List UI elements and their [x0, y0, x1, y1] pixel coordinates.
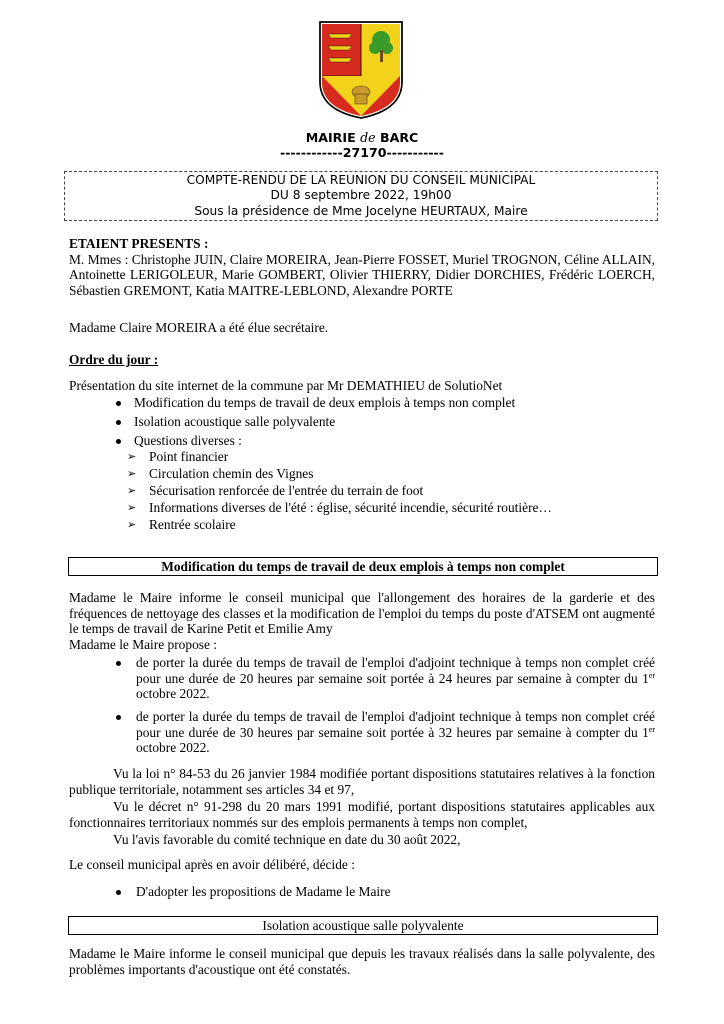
ordre-item-1: Modification du temps de travail de deux emplois à temps non complet — [134, 395, 516, 410]
list-item — [136, 709, 655, 763]
vu-decret: Vu le décret n° 91-298 du 20 mars 1991 modifié, portant dispositions statutaires applicables aux fonctionnaires territoriaux nommés sur des emplois permanents à temps non complet, — [69, 799, 655, 830]
proposal-2-sup: er — [648, 724, 655, 734]
ordre-items-list — [134, 395, 654, 452]
decide-line: Le conseil municipal après en avoir délibéré, décide : — [69, 857, 355, 872]
sub-item-3: Sécurisation renforcée de l'entrée du terrain de foot — [149, 483, 424, 498]
bullet-icon — [116, 890, 121, 895]
presents-list: M. Mmes : Christophe JUIN, Claire MOREIRA, Jean-Pierre FOSSET, Muriel TROGNON, Céline ALLAIN, Antoinette LERIGOLEUR, Marie GOMBERT, Olivier THIERRY, Didier DORCHIES, Frédéric LOERCH, Sébastien GREMONT, Katia MAITRE-LEBLOND, Alexandre PORTE — [69, 251, 655, 298]
bullet-icon — [116, 401, 121, 406]
mairie-name: BARC — [379, 130, 419, 145]
section1-propose: Madame le Maire propose : — [69, 637, 217, 652]
list-item — [127, 500, 649, 517]
proposal-2-end: octobre 2022. — [136, 740, 210, 756]
arrow-bullet-icon: ➢ — [127, 484, 137, 497]
sub-item-4: Informations diverses de l'été : église, sécurité incendie, sécurité routière… — [149, 500, 552, 515]
mairie-de: de — [360, 130, 376, 145]
vu-avis: Vu l'avis favorable du comité technique en date du 30 août 2022, — [113, 832, 461, 847]
ordre-item-2: Isolation acoustique salle polyvalente — [134, 414, 336, 429]
section1-para1: Madame le Maire informe le conseil municipal que l'allongement des horaires de la garderie et des fréquences de nettoyage des classes et la modification de l'emploi du temps du poste d'ATSEM ont augmenté le temps de travail de Karine Petit et Emilie Amy — [69, 590, 655, 637]
list-item — [127, 483, 649, 500]
secretaire-line: Madame Claire MOREIRA a été élue secrétaire. — [69, 320, 329, 335]
sub-item-2: Circulation chemin des Vignes — [149, 466, 314, 481]
questions-diverses-list — [127, 449, 649, 534]
list-item — [127, 517, 649, 534]
bullet-icon — [116, 715, 121, 720]
bullet-icon — [116, 420, 121, 425]
ordre-intro: Présentation du site internet de la commune par Mr DEMATHIEU de SolutioNet — [69, 378, 503, 393]
list-item — [127, 466, 649, 483]
proposal-1-sup: er — [648, 670, 655, 680]
section1-title: Modification du temps de travail de deux emplois à temps non complet — [68, 557, 658, 576]
proposal-2-text: de porter la durée du temps de travail de l'emploi d'adjoint technique à temps non complet créé pour une durée de 30 heures par semaine soit portée à 32 heures par semaine à compter du 1 — [136, 709, 655, 740]
postcode-line: ------------27170----------- — [279, 145, 445, 160]
proposal-1-end: octobre 2022. — [136, 686, 210, 702]
report-title-line2: DU 8 septembre 2022, 19h00 — [270, 188, 452, 203]
list-item — [134, 414, 654, 433]
report-title-box — [64, 171, 658, 221]
vu-loi: Vu la loi n° 84-53 du 26 janvier 1984 modifiée portant dispositions statutaires relatives à la fonction publique territoriale, notamment ses articles 34 et 97, — [69, 766, 655, 797]
sub-item-5: Rentrée scolaire — [149, 517, 236, 532]
ordre-heading-text: Ordre du jour : — [69, 352, 159, 367]
report-title-line1: COMPTE-RENDU DE LA REUNION DU CONSEIL MUNICIPAL — [186, 173, 536, 187]
mairie-prefix: MAIRIE — [305, 130, 356, 145]
arrow-bullet-icon: ➢ — [127, 467, 137, 480]
presents-heading: ETAIENT PRESENTS : — [69, 236, 209, 251]
arrow-bullet-icon: ➢ — [127, 518, 137, 531]
bullet-icon — [116, 439, 121, 444]
bullet-icon — [116, 661, 121, 666]
ordre-du-jour-heading — [69, 352, 655, 368]
list-item — [136, 655, 655, 709]
report-title-line3: Sous la présidence de Mme Jocelyne HEURTAUX, Maire — [194, 203, 528, 218]
presents-block — [69, 236, 655, 298]
arrow-bullet-icon: ➢ — [127, 501, 137, 514]
mairie-title — [0, 130, 724, 160]
decision-text: D'adopter les propositions de Madame le Maire — [136, 884, 391, 899]
list-item — [134, 395, 654, 414]
proposal-1-text: de porter la durée du temps de travail de l'emploi d'adjoint technique à temps non complet créé pour une durée de 20 heures par semaine soit portée à 24 heures par semaine à compter du 1 — [136, 655, 655, 686]
section2-title: Isolation acoustique salle polyvalente — [68, 916, 658, 935]
coat-of-arms-logo — [318, 20, 404, 120]
list-item — [127, 449, 649, 466]
section1-proposals — [136, 655, 655, 763]
section2-para1: Madame le Maire informe le conseil municipal que depuis les travaux réalisés dans la salle polyvalente, des problèmes importants d'acoustique ont été constatés. — [69, 946, 655, 977]
ordre-item-3: Questions diverses : — [134, 433, 242, 448]
decision-list — [136, 884, 655, 900]
list-item — [136, 884, 655, 900]
sub-item-1: Point financier — [149, 449, 229, 464]
arrow-bullet-icon: ➢ — [127, 450, 137, 463]
